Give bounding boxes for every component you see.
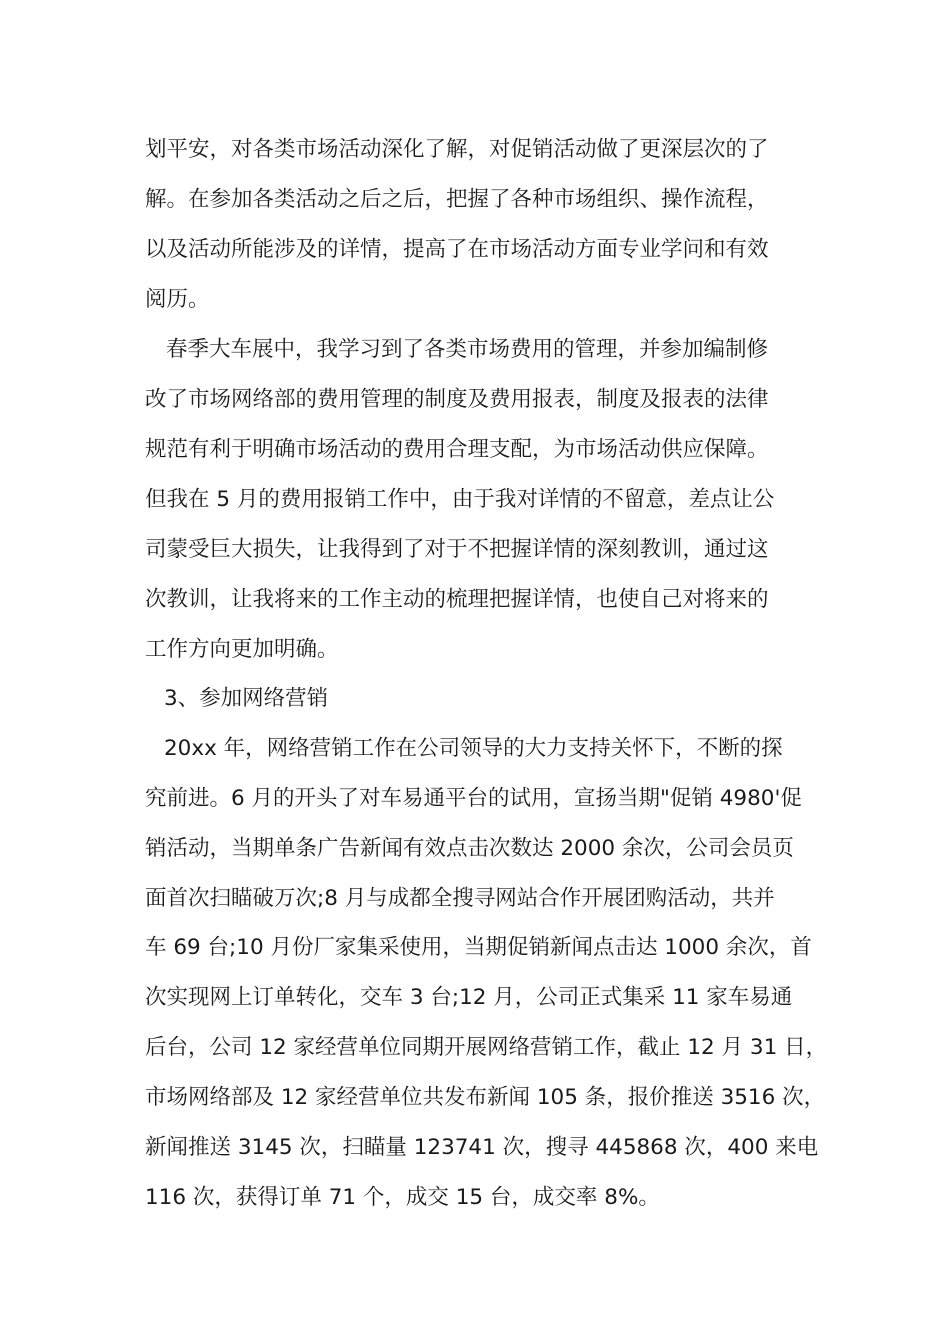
text-line: 新闻推送 3145 次，扫瞄量 123741 次，搜寻 445868 次，400 来电 xyxy=(145,1135,819,1160)
text-line: 改了市场网络部的费用管理的制度及费用报表，制度及报表的法律 xyxy=(145,387,769,412)
text-line: 后台，公司 12 家经营单位同期开展网络营销工作，截止 12 月 31 日， xyxy=(145,1035,828,1060)
text-line: 工作方向更加明确。 xyxy=(145,637,339,662)
text-line: 究前进。6 月的开头了对车易通平台的试用，宣扬当期"促销 4980'促 xyxy=(145,786,802,811)
text-line: 阅历。 xyxy=(145,287,210,312)
text-line: 次教训，让我将来的工作主动的梳理把握详情，也使自己对将来的 xyxy=(145,587,769,612)
text-line: 车 69 台;10 月份厂家集采使用，当期促销新闻点击达 1000 余次，首 xyxy=(145,935,812,960)
text-line: 划平安，对各类市场活动深化了解，对促销活动做了更深层次的了 xyxy=(145,137,769,162)
text-line: 以及活动所能涉及的详情，提高了在市场活动方面专业学问和有效 xyxy=(145,237,769,262)
text-line: 规范有利于明确市场活动的费用合理支配，为市场活动供应保障。 xyxy=(145,437,769,462)
text-line: 市场网络部及 12 家经营单位共发布新闻 105 条，报价推送 3516 次， xyxy=(145,1085,826,1110)
text-line: 销活动，当期单条广告新闻有效点击次数达 2000 余次，公司会员页 xyxy=(145,836,794,861)
text-line: 面首次扫瞄破万次;8 月与成都全搜寻网站合作开展团购活动，共并 xyxy=(145,886,775,911)
text-line: 次实现网上订单转化，交车 3 台;12 月，公司正式集采 11 家车易通 xyxy=(145,985,793,1010)
paragraph-first-line: 春季大车展中，我学习到了各类市场费用的管理，并参加编制修 xyxy=(166,337,769,362)
text-line: 但我在 5 月的费用报销工作中，由于我对详情的不留意，差点让公 xyxy=(145,487,775,512)
section-heading: 3、参加网络营销 xyxy=(164,686,329,711)
text-line: 解。在参加各类活动之后之后，把握了各种市场组织、操作流程， xyxy=(145,187,769,212)
text-line: 司蒙受巨大损失，让我得到了对于不把握详情的深刻教训，通过这 xyxy=(145,537,769,562)
paragraph-first-line: 20xx 年，网络营销工作在公司领导的大力支持关怀下，不断的探 xyxy=(164,736,783,761)
text-line: 116 次，获得订单 71 个，成交 15 台，成交率 8%。 xyxy=(145,1185,660,1210)
